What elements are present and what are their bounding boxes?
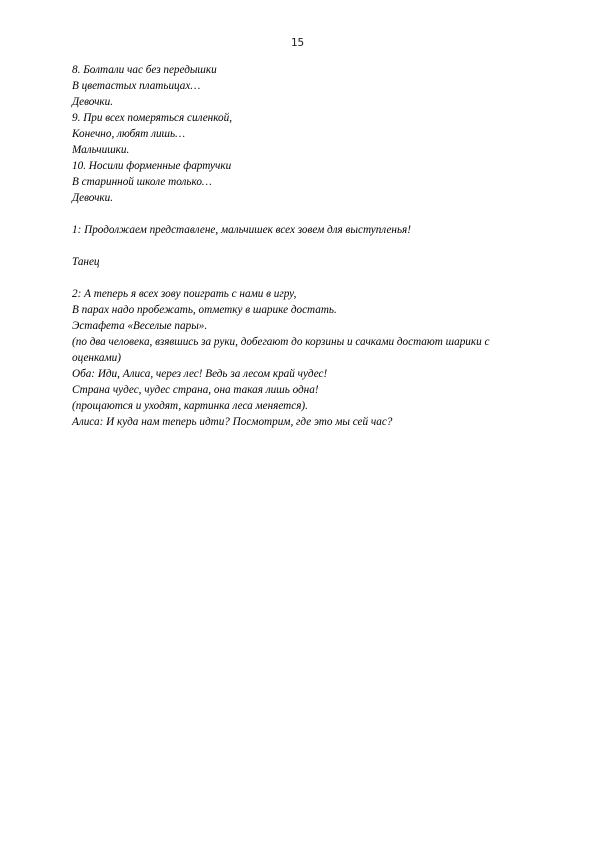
text-line: В старинной школе только… xyxy=(72,176,212,188)
text-line: Алиса: И куда нам теперь идти? Посмотрим, где это мы сей час? xyxy=(72,416,393,428)
paragraph-gap xyxy=(72,238,542,254)
dance-heading: Танец xyxy=(72,256,100,268)
text-line: Конечно, любят лишь… xyxy=(72,128,186,140)
text-line: Мальчишки. xyxy=(72,144,130,156)
text-line: 8. Болтали час без передышки xyxy=(72,64,217,76)
paragraph-gap xyxy=(72,270,542,286)
text-line: Оба: Иди, Алиса, через лес! Ведь за лесом край чудес! xyxy=(72,368,328,380)
stage-direction-end: оценками) xyxy=(72,352,121,364)
text-line: В парах надо пробежать, отметку в шарике достать. xyxy=(72,304,337,316)
presenter-line: 1: Продолжаем представлене, мальчишек всех зовем для выступленья! xyxy=(72,224,411,236)
page-number: 15 xyxy=(290,36,305,49)
text-line: 9. При всех померяться силенкой, xyxy=(72,112,233,124)
text-line: (прощаются и уходят, картинка леса меняется). xyxy=(72,400,308,412)
text-line: 2: А теперь я всех зову поиграть с нами в игру, xyxy=(72,288,297,300)
text-line: Эстафета «Веселые пары». xyxy=(72,320,208,332)
document-body xyxy=(72,62,542,430)
text-line: Девочки. xyxy=(72,96,114,108)
text-line: В цветастых платьицах… xyxy=(72,80,201,92)
stage-direction: (по два человека, взявшись за руки, добегают до корзины и сачками достают шарики с xyxy=(72,336,490,348)
text-line: Девочки. xyxy=(72,192,114,204)
paragraph-gap xyxy=(72,206,542,222)
text-line: Страна чудес, чудес страна, она такая лишь одна! xyxy=(72,384,319,396)
text-line: 10. Носили форменные фартучки xyxy=(72,160,232,172)
